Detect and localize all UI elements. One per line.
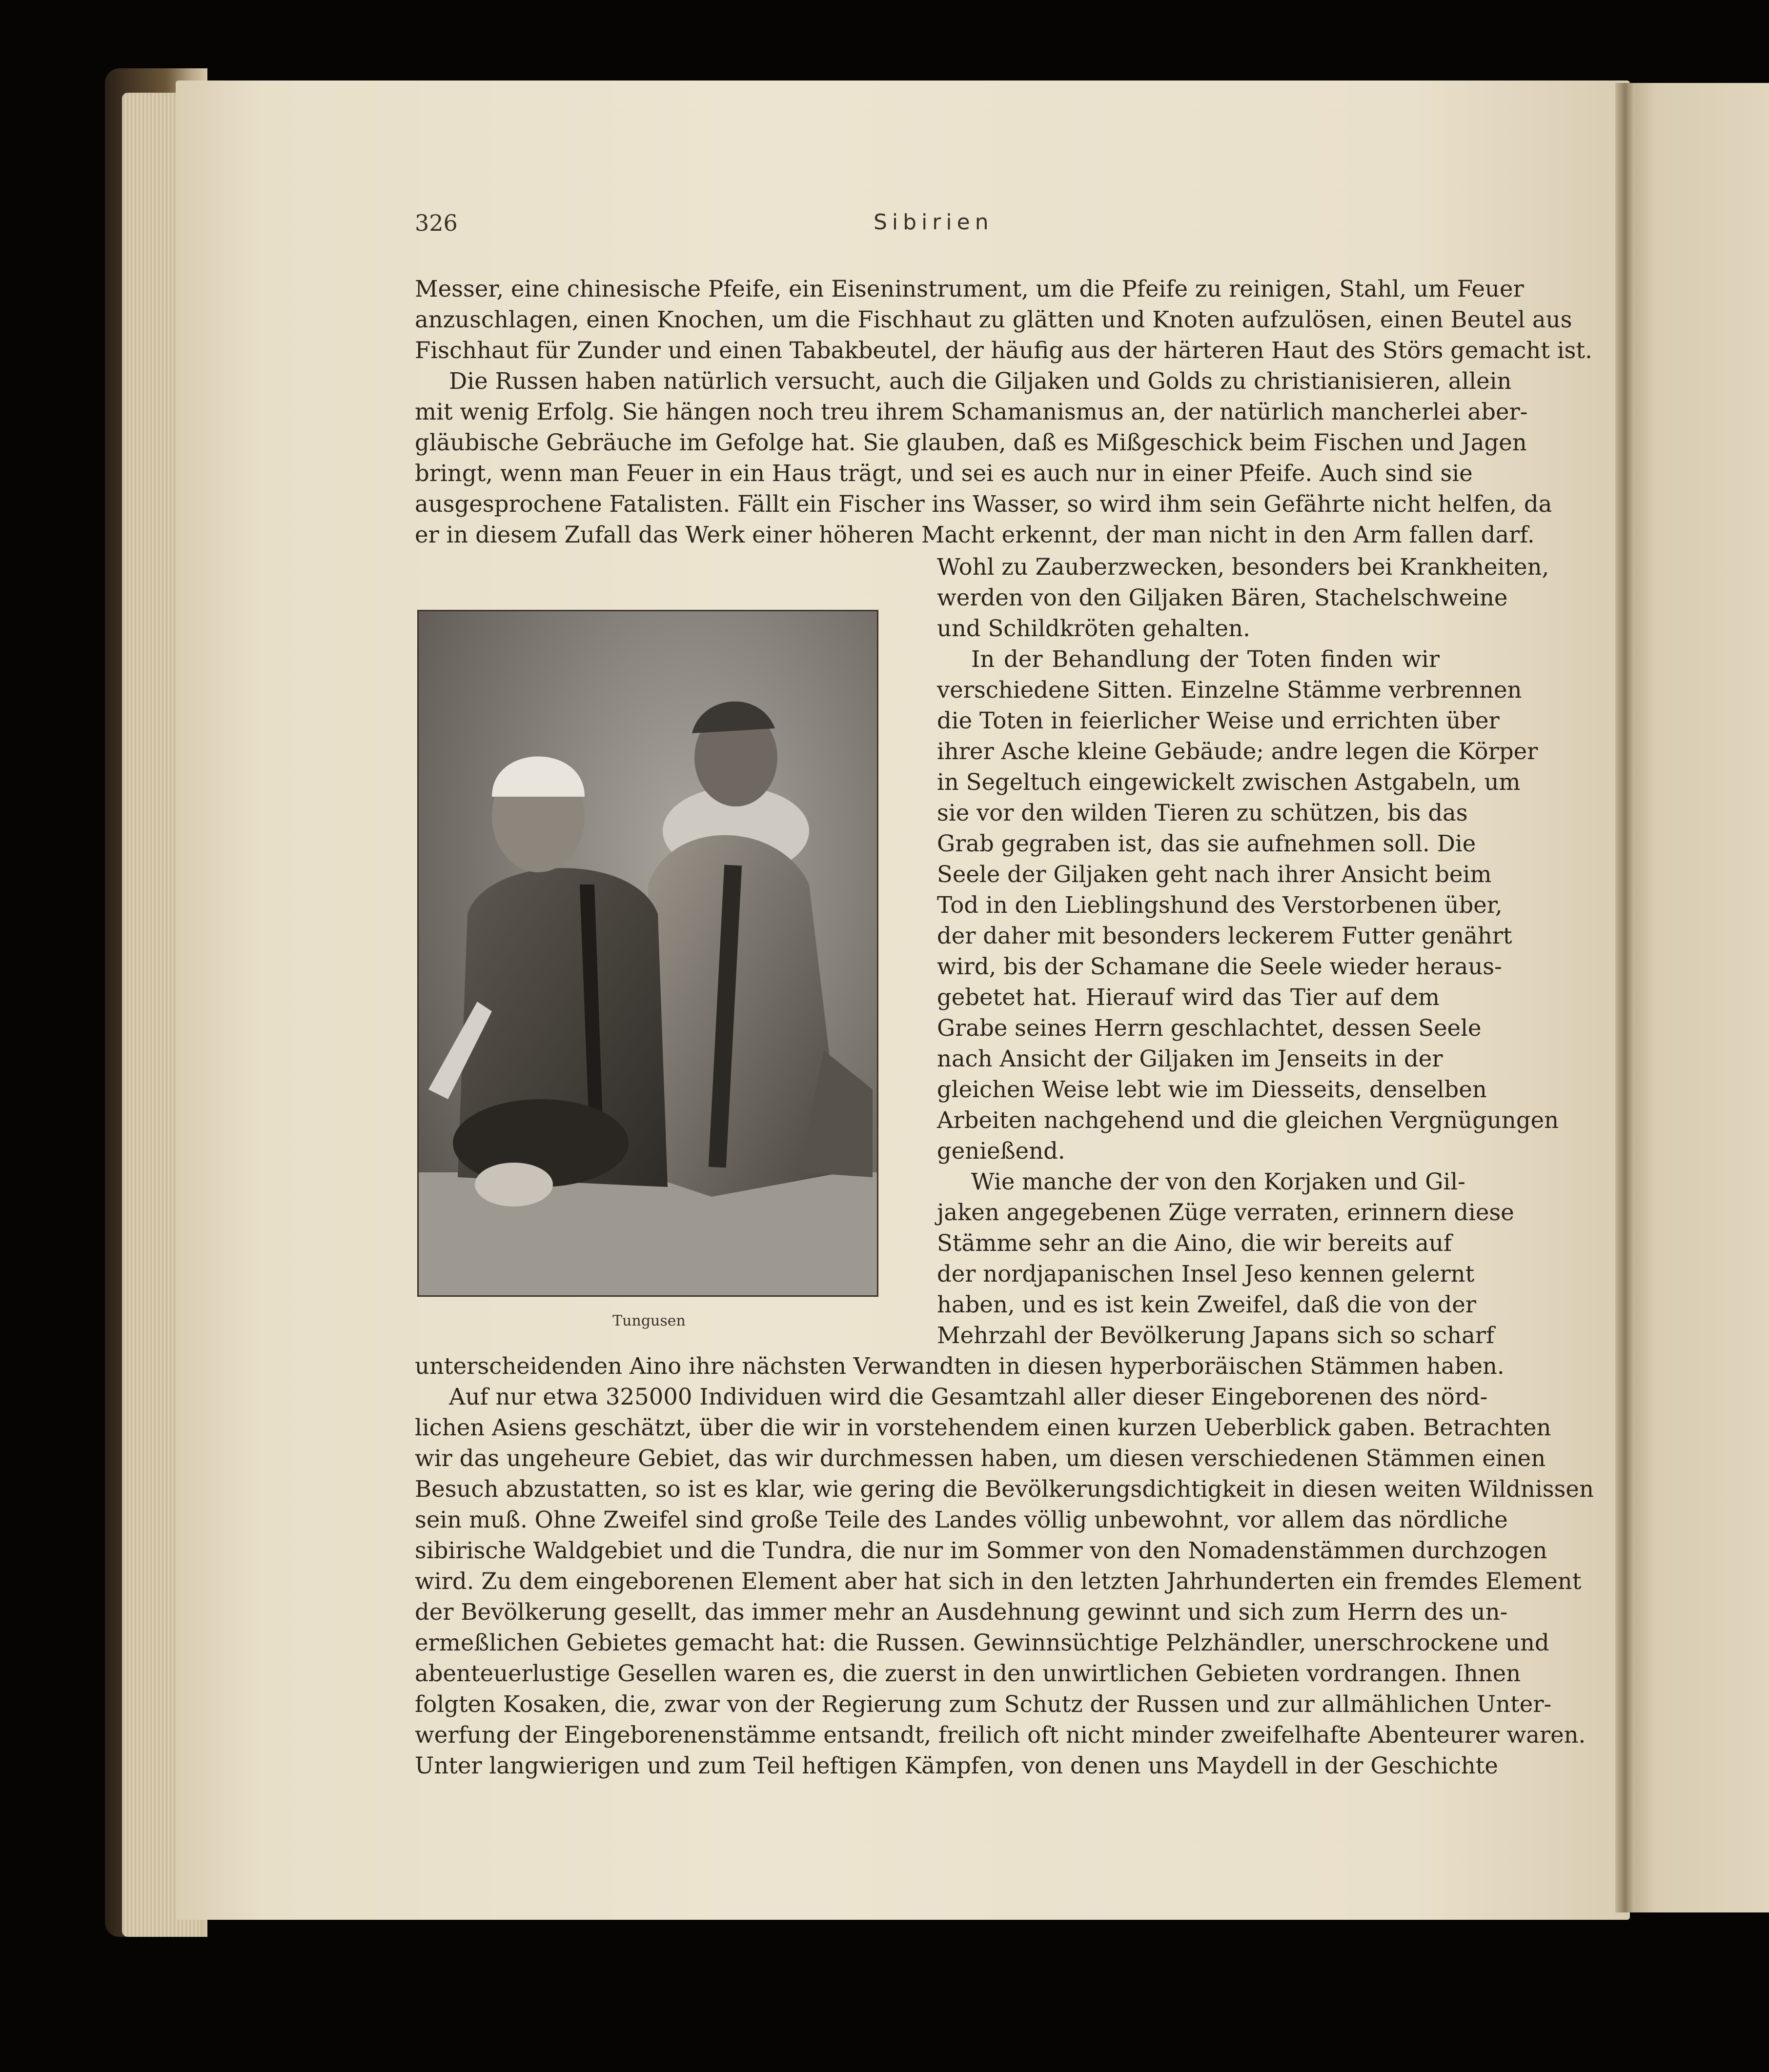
text-line: der daher mit besonders leckerem Futter genährt [937, 923, 1512, 949]
text-line: wir das ungeheure Gebiet, das wir durchmessen haben, um diesen verschiedenen Stämmen einen [415, 1445, 1546, 1471]
text-line: Grab gegraben ist, das sie aufnehmen soll. Die [937, 830, 1476, 857]
text-line: Wie manche der von den Korjaken und Gil- [971, 1168, 1465, 1195]
text-line: wird. Zu dem eingeborenen Element aber hat sich in den letzten Jahrhunderten ein fremdes Element [415, 1568, 1582, 1594]
text-line: Stämme sehr an die Aino, die wir bereits auf [937, 1230, 1452, 1256]
text-line: wird, bis der Schamane die Seele wieder heraus- [937, 953, 1502, 980]
text-line: ihrer Asche kleine Gebäude; andre legen die Körper [937, 738, 1538, 764]
text-line: ermeßlichen Gebietes gemacht hat: die Russen. Gewinnsüchtige Pelzhändler, unerschrockene und [415, 1629, 1549, 1656]
text-line: verschiedene Sitten. Einzelne Stämme verbrennen [937, 677, 1522, 703]
text-line: die Toten in feierlicher Weise und errichten über [937, 707, 1500, 734]
text-line: ausgesprochene Fatalisten. Fällt ein Fischer ins Wasser, so wird ihm sein Gefährte nicht helfen, da [415, 491, 1552, 517]
text-line: mit wenig Erfolg. Sie hängen noch treu ihrem Schamanismus an, der natürlich mancherlei aber- [415, 399, 1528, 425]
text-line: Unter langwierigen und zum Teil heftigen Kämpfen, von denen uns Maydell in der Geschichte [415, 1752, 1498, 1779]
text-line: Wohl zu Zauberzwecken, besonders bei Krankheiten, [937, 554, 1549, 580]
text-line: gläubische Gebräuche im Gefolge hat. Sie glauben, daß es Mißgeschick beim Fischen und Jagen [415, 429, 1527, 456]
text-line: er in diesem Zufall das Werk einer höheren Macht erkennt, der man nicht in den Arm fallen darf. [415, 522, 1535, 548]
text-line: In der Behandlung der Toten finden wir [971, 646, 1440, 672]
text-line: nach Ansicht der Giljaken im Jenseits in der [937, 1046, 1443, 1072]
running-title: Sibirien [874, 210, 994, 235]
text-line: Mehrzahl der Bevölkerung Japans sich so scharf [937, 1322, 1495, 1348]
text-line: werfung der Eingeborenenstämme entsandt, freilich oft nicht minder zweifelhafte Abenteurer waren. [415, 1722, 1586, 1748]
book-gutter [1615, 83, 1635, 1912]
text-line: anzuschlagen, einen Knochen, um die Fischhaut zu glätten und Knoten aufzulösen, einen Beutel aus [415, 306, 1572, 333]
text-line: Fischhaut für Zunder und einen Tabakbeutel, der häufig aus der härteren Haut des Störs gemacht ist. [415, 337, 1592, 363]
text-line: bringt, wenn man Feuer in ein Haus trägt, und sei es auch nur in einer Pfeife. Auch sind sie [415, 460, 1473, 486]
text-line: haben, und es ist kein Zweifel, daß die von der [937, 1291, 1477, 1318]
text-line: in Segeltuch eingewickelt zwischen Astgabeln, um [937, 769, 1521, 795]
photo-illustration [419, 611, 877, 1295]
text-line: abenteuerlustige Gesellen waren es, die zuerst in den unwirtlichen Gebieten vordrangen. Ihnen [415, 1660, 1521, 1687]
text-line: genießend. [937, 1138, 1065, 1164]
photo-tungusen [417, 610, 878, 1297]
text-line: lichen Asiens geschätzt, über die wir in vorstehendem einen kurzen Ueberblick gaben. Betrachten [415, 1414, 1551, 1441]
text-line: folgten Kosaken, die, zwar von der Regierung zum Schutz der Russen und zur allmählichen Unter- [415, 1691, 1552, 1717]
text-line: der Bevölkerung gesellt, das immer mehr an Ausdehnung gewinnt und sich zum Herrn des un- [415, 1599, 1508, 1625]
facing-page [1627, 83, 1769, 1912]
text-line: werden von den Giljaken Bären, Stachelschweine [937, 584, 1508, 611]
text-line: sibirische Waldgebiet und die Tundra, die nur im Sommer von den Nomadenstämmen durchzogen [415, 1537, 1547, 1564]
text-line: sie vor den wilden Tieren zu schützen, bis das [937, 800, 1468, 826]
page-number: 326 [415, 210, 458, 236]
text-line: Besuch abzustatten, so ist es klar, wie gering die Bevölkerungsdichtigkeit in diesen weiten Wildnissen [415, 1476, 1594, 1502]
text-line: Seele der Giljaken geht nach ihrer Ansicht beim [937, 861, 1492, 887]
text-line: und Schildkröten gehalten. [937, 615, 1250, 642]
text-line: unterscheidenden Aino ihre nächsten Verwandten in diesen hyperboräischen Stämmen haben. [415, 1353, 1505, 1379]
text-line: sein muß. Ohne Zweifel sind große Teile des Landes völlig unbewohnt, vor allem das nördliche [415, 1507, 1508, 1533]
text-line: Messer, eine chinesische Pfeife, ein Eiseninstrument, um die Pfeife zu reinigen, Stahl, um Feuer [415, 276, 1524, 302]
text-line: gebetet hat. Hierauf wird das Tier auf dem [937, 984, 1440, 1010]
text-line: Arbeiten nachgehend und die gleichen Vergnügungen [937, 1107, 1559, 1133]
text-line: Die Russen haben natürlich versucht, auch die Giljaken und Golds zu christianisieren, allein [449, 368, 1512, 394]
text-line: Auf nur etwa 325000 Individuen wird die Gesamtzahl aller dieser Eingeborenen des nörd- [449, 1384, 1488, 1410]
text-line: Tod in den Lieblingshund des Verstorbenen über, [937, 892, 1503, 918]
page-header [415, 210, 1440, 244]
figure-caption: Tungusen [612, 1312, 686, 1329]
text-line: der nordjapanischen Insel Jeso kennen gelernt [937, 1261, 1475, 1287]
text-line: Grabe seines Herrn geschlachtet, dessen Seele [937, 1015, 1482, 1041]
text-line: jaken angegebenen Züge verraten, erinnern diese [937, 1199, 1514, 1226]
text-line: gleichen Weise lebt wie im Diesseits, denselben [937, 1076, 1487, 1103]
